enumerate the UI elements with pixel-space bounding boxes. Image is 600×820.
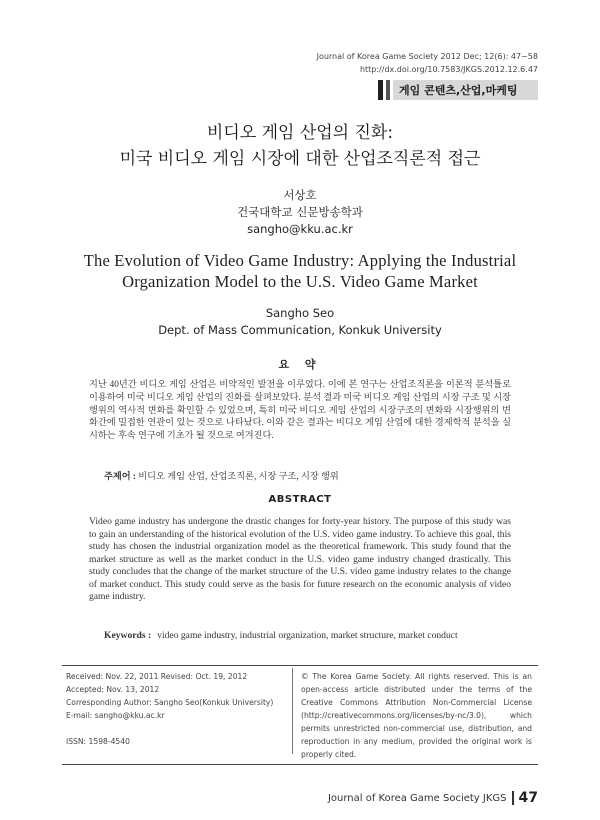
korean-abstract-heading: 요 약 [278, 358, 322, 371]
article-history [66, 670, 273, 748]
english-abstract-heading: ABSTRACT [268, 494, 332, 505]
tag-bar-decoration [378, 80, 383, 100]
accepted-date: Accepted: Nov. 13, 2012 [66, 685, 160, 694]
english-title [0, 250, 600, 292]
tag-bar-decoration [386, 80, 390, 100]
footer-separator [512, 791, 514, 805]
author-name-en: Sangho Seo [265, 306, 335, 320]
english-keywords-label: Keywords : [104, 630, 152, 641]
issn: ISSN: 1598-4540 [66, 737, 130, 746]
korean-title [0, 120, 600, 172]
korean-keywords-label: 주제어 : [104, 471, 136, 481]
korean-title-line2: 미국 비디오 게임 시장에 대한 산업조직론적 접근 [119, 149, 481, 169]
copyright-notice: © The Korea Game Society. All rights reserved. This is an open-access article distributed under the terms of the Creative Commons Attribution Non-Commercial License (http://creativecommons.org/licenses/by-nc/3.0), which permits unrestricted non-commercial use, distribution, and reproduction in any medium, provided the original work is properly cited. [301, 672, 532, 759]
english-keywords [104, 629, 514, 642]
footer-bottom-rule [62, 764, 538, 765]
corresponding-email[interactable]: E-mail: sangho@kku.ac.kr [66, 711, 165, 720]
author-name-ko: 서상호 [283, 188, 317, 202]
category-tag [378, 80, 538, 100]
received-revised-dates: Received: Nov. 22, 2011 Revised: Oct. 19, 2012 [66, 672, 248, 681]
korean-keywords [104, 468, 516, 482]
korean-keywords-text: 비디오 게임 산업, 산업조직론, 시장 구조, 시장 행위 [138, 471, 339, 481]
english-author-block [0, 305, 600, 339]
page-footer [328, 790, 538, 806]
footer-journal-name: Journal of Korea Game Society JKGS [327, 792, 507, 804]
korean-title-line1: 비디오 게임 산업의 진화: [206, 123, 394, 143]
author-affiliation-ko: 건국대학교 신문방송학과 [237, 205, 363, 219]
korean-abstract-body: 지난 40년간 비디오 게임 산업은 비약적인 발전을 이루었다. 이에 본 연구는 산업조직론을 이론적 분석틀로 이용하여 미국 비디오 게임 산업의 진화를 살펴보았다. 분석 결과 미국 비디오 게임 산업의 시장 구조 및 시장 행위의 역사적 변화를 확인할 수 있었으며, 특히 미국 비디오 게임 산업의 시장구조의 변화와 시장행위의 변화간에 밀접한 연관이 있는 것으로 나타났다. 이와 같은 결과는 비디오 게임 산업에 대한 경제학적 분석을 실시하는 후속 연구에 기초가 될 것으로 여겨진다. [89, 379, 511, 441]
english-keywords-text: video game industry, industrial organization, market structure, market conduct [157, 630, 458, 641]
footer-top-rule [62, 665, 538, 666]
korean-author-block [0, 187, 600, 238]
category-tag-label: 게임 콘텐츠,산업,마케팅 [393, 80, 538, 100]
author-email[interactable]: sangho@kku.ac.kr [247, 222, 353, 236]
english-title-line1: The Evolution of Video Game Industry: Applying the Industrial [83, 251, 517, 270]
english-title-line2: Organization Model to the U.S. Video Game Market [122, 272, 478, 291]
corresponding-author: Corresponding Author: Sangho Seo(Konkuk University) [66, 698, 274, 707]
footer-divider [292, 668, 293, 754]
page-number: 47 [518, 790, 538, 806]
doi-link[interactable]: http://dx.doi.org/10.7583/JKGS.2012.12.6.47 [359, 65, 538, 74]
journal-citation: Journal of Korea Game Society 2012 Dec; 12(6): 47~58 [316, 52, 538, 61]
author-affiliation-en: Dept. of Mass Communication, Konkuk University [158, 323, 442, 337]
english-abstract-body: Video game industry has undergone the drastic changes for forty-year history. The purpose of this study was to gain an understanding of the historical evolution of the U.S. video game industry. To achieve this goal, this study has chosen the industrial organization model as the theoretical framework. This study found that the market structure as well as the market conduct in the U.S. video game industry changed drastically. This study concludes that the change of the market structure of the U.S. video game industry relates to the change of market conduct. This study could serve as the basis for future research on the economic analysis of video game industry. [89, 516, 511, 602]
